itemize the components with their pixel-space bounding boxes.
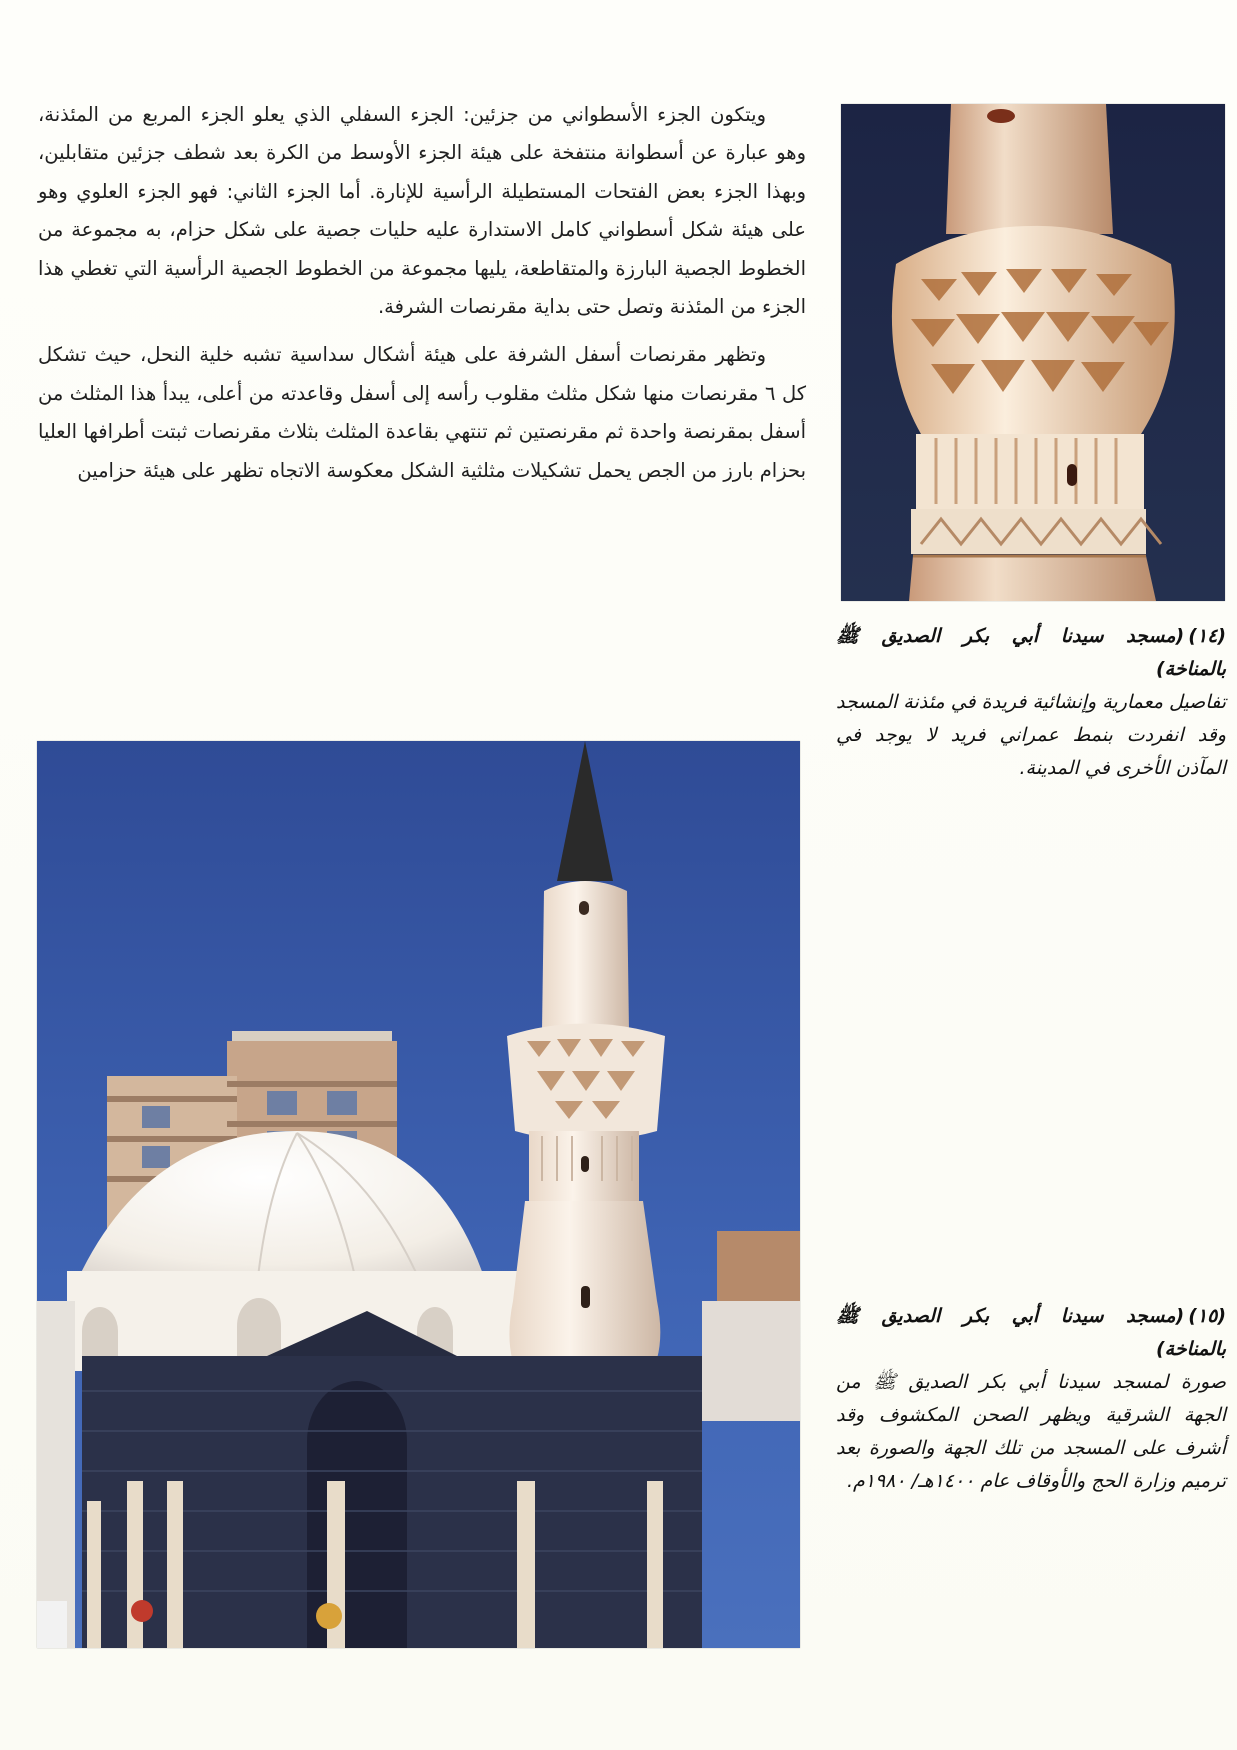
figure-15-title-text: (مسجد سيدنا أبي بكر الصديق ﷺ بالمناخة)	[836, 1305, 1226, 1360]
figure-14-title	[836, 620, 1226, 686]
paragraph-2: وتظهر مقرنصات أسفل الشرفة على هيئة أشكال سداسية تشبه خلية النحل، حيث تشكل كل ٦ مقرنصات منها شكل مثلث مقلوب رأسه إلى أسفل وقاعدته من أعلى، يبدأ هذا المثلث من أسفل بمقرنصة واحدة ثم مقرنصتين ثم تنتهي بقاعدة المثلث بثلاث مقرنصات ثبتت أطرافها العليا بحزام بارز من الجص يحمل تشكيلات مثلثية الشكل معكوسة الاتجاه تظهر على هيئة حزامين	[38, 343, 806, 482]
figure-14-number: (١٤)	[1188, 625, 1226, 647]
figure-15-description: صورة لمسجد سيدنا أبي بكر الصديق ﷺ من الجهة الشرقية ويظهر الصحن المكشوف وقد أشرف على المسجد من تلك الجهة والصورة بعد ترميم وزارة الحج والأوقاف عام ١٤٠٠هـ/ ١٩٨٠م.	[836, 1371, 1226, 1492]
figure-14-caption	[836, 620, 1226, 785]
figure-15-number: (١٥)	[1188, 1305, 1226, 1327]
figure-15-title	[836, 1300, 1226, 1366]
article-body	[38, 96, 806, 490]
mosque-east-view-illustration	[37, 741, 800, 1648]
figure-14-description: تفاصيل معمارية وإنشائية فريدة في مئذنة المسجد وقد انفردت بنمط عمراني فريد لا يوجد في المآذن الأخرى في المدينة.	[836, 691, 1226, 779]
paragraph-1: ويتكون الجزء الأسطواني من جزئين: الجزء السفلي الذي يعلو الجزء المربع من المئذنة، وهو عبارة عن أسطوانة منتفخة على هيئة الجزء الأوسط من الكرة بعد شطف جزئين متقابلين، وبهذا الجزء بعض الفتحات المستطيلة الرأسية للإنارة. أما الجزء الثاني: فهو الجزء العلوي وهو على هيئة شكل أسطواني كامل الاستدارة عليه حليات جصية على شكل حزام، به مجموعة من الخطوط الجصية البارزة والمتقاطعة، يليها مجموعة من الخطوط الجصية الرأسية التي تغطي هذا الجزء من المئذنة وتصل حتى بداية مقرنصات الشرفة.	[38, 103, 806, 319]
figure-15-caption	[836, 1300, 1226, 1498]
mosque-east-view-photo	[37, 741, 800, 1648]
minaret-detail-photo	[841, 104, 1225, 601]
figure-14-title-text: (مسجد سيدنا أبي بكر الصديق ﷺ بالمناخة)	[836, 625, 1226, 680]
minaret-detail-illustration	[841, 104, 1225, 601]
